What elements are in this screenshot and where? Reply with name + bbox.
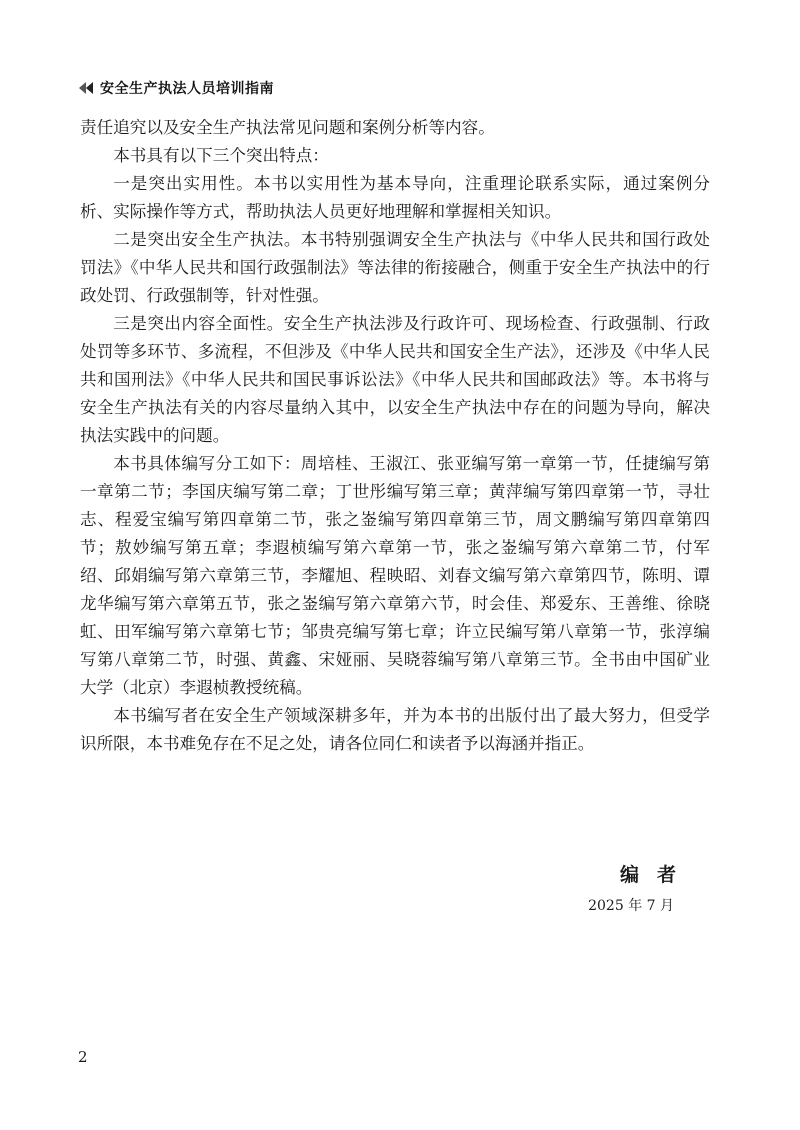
paragraph: 三是突出内容全面性。安全生产执法涉及行政许可、现场检查、行政强制、行政处罚等多环节、多流程，不但涉及《中华人民共和国安全生产法》，还涉及《中华人民共和国刑法》《中华人民共和国民事诉讼法》《中华人民共和国邮政法》等。本书将与安全生产执法有关的内容尽量纳入其中，以安全生产执法中存在的问题为导向，解决执法实践中的问题。 <box>80 314 710 445</box>
double-left-arrow-icon <box>78 81 94 95</box>
paragraph: 本书具体编写分工如下：周培桂、王淑江、张亚编写第一章第一节，任捷编写第一章第二节；李国庆编写第二章；丁世彤编写第三章；黄萍编写第四章第一节，寻壮志、程爱宝编写第四章第二节，张之崟编写第四章第三节，周文鹏编写第四章第四节；敖妙编写第五章；李遐桢编写第六章第一节，张之崟编写第六章第二节，付军绍、邱娟编写第六章第三节，李耀旭、程映昭、刘春文编写第六章第四节，陈明、谭龙华编写第六章第五节，张之崟编写第六章第六节，时会佳、郑爱东、王善维、徐晓虹、田军编写第六章第七节；邹贵亮编写第七章；许立民编写第八章第一节，张淳编写第八章第二节，时强、黄鑫、宋娅丽、吴晓蓉编写第八章第三节。全书由中国矿业大学（北京）李遐桢教授统稿。 <box>80 454 710 697</box>
running-header <box>78 78 274 98</box>
paragraph: 一是突出实用性。本书以实用性为基本导向，注重理论联系实际，通过案例分析、实际操作等方式，帮助执法人员更好地理解和掌握相关知识。 <box>80 174 710 221</box>
body-text <box>80 114 710 758</box>
header-title: 安全生产执法人员培训指南 <box>100 81 274 97</box>
paragraph: 本书具有以下三个突出特点： <box>113 146 329 165</box>
signature-name: 编者 <box>619 864 694 886</box>
paragraph-continuation: 责任追究以及安全生产执法常见问题和案例分析等内容。 <box>80 118 495 137</box>
paragraph: 二是突出安全生产执法。本书特别强调安全生产执法与《中华人民共和国行政处罚法》《中华人民共和国行政强制法》等法律的衔接融合，侧重于安全生产执法中的行政处罚、行政强制等，针对性强。 <box>80 230 710 305</box>
page-number: 2 <box>78 1048 88 1066</box>
signature-date: 2025 年 7 月 <box>588 898 674 914</box>
paragraph: 本书编写者在安全生产领域深耕多年，并为本书的出版付出了最大努力，但受学识所限，本书难免存在不足之处，请各位同仁和读者予以海涵并指正。 <box>80 706 710 753</box>
signature-block <box>588 860 694 915</box>
